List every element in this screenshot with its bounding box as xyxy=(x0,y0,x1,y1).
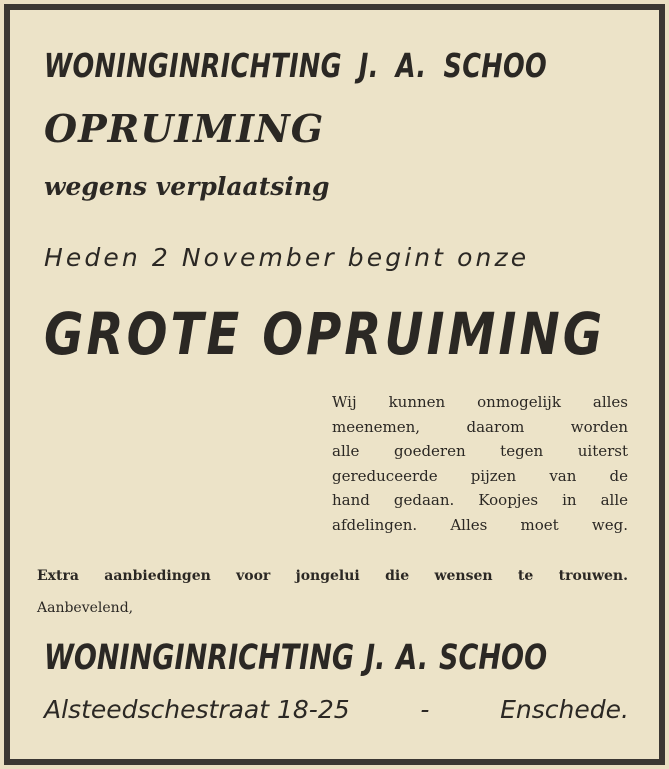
advertisement-frame xyxy=(4,4,665,765)
address-street: Alsteedschestraat 18-25 xyxy=(44,695,350,724)
closing: Aanbevelend, xyxy=(37,600,134,616)
body-line: Wij kunnen onmogelijk alles xyxy=(332,393,628,411)
body-line: gereduceerde pijzen van de xyxy=(332,466,628,485)
body-line: afdelingen. Alles moet weg. xyxy=(332,515,628,534)
signature-firm-name: WONINGINRICHTING J. A. SCHOO xyxy=(44,638,548,678)
body-line: alle goederen tegen uiterst xyxy=(332,442,628,460)
subheadline: wegens verplaatsing xyxy=(44,172,330,201)
address xyxy=(44,695,629,724)
extra-offer: Extra aanbiedingen voor jongelui die wensen te trouwen. xyxy=(37,568,628,584)
body-text xyxy=(332,390,628,537)
advertisement-content xyxy=(10,10,659,759)
address-separator: - xyxy=(420,695,430,724)
address-city: Enschede. xyxy=(500,695,629,724)
body-line: hand gedaan. Koopjes in alle xyxy=(332,491,628,509)
main-title: GROTE OPRUIMING xyxy=(44,300,606,368)
announcement: Heden 2 November begint onze xyxy=(44,243,530,272)
body-line: meenemen, daarom worden xyxy=(332,417,628,436)
headline: OPRUIMING xyxy=(44,106,325,151)
firm-name-header: WONINGINRICHTING J. A. SCHOO xyxy=(44,46,548,85)
